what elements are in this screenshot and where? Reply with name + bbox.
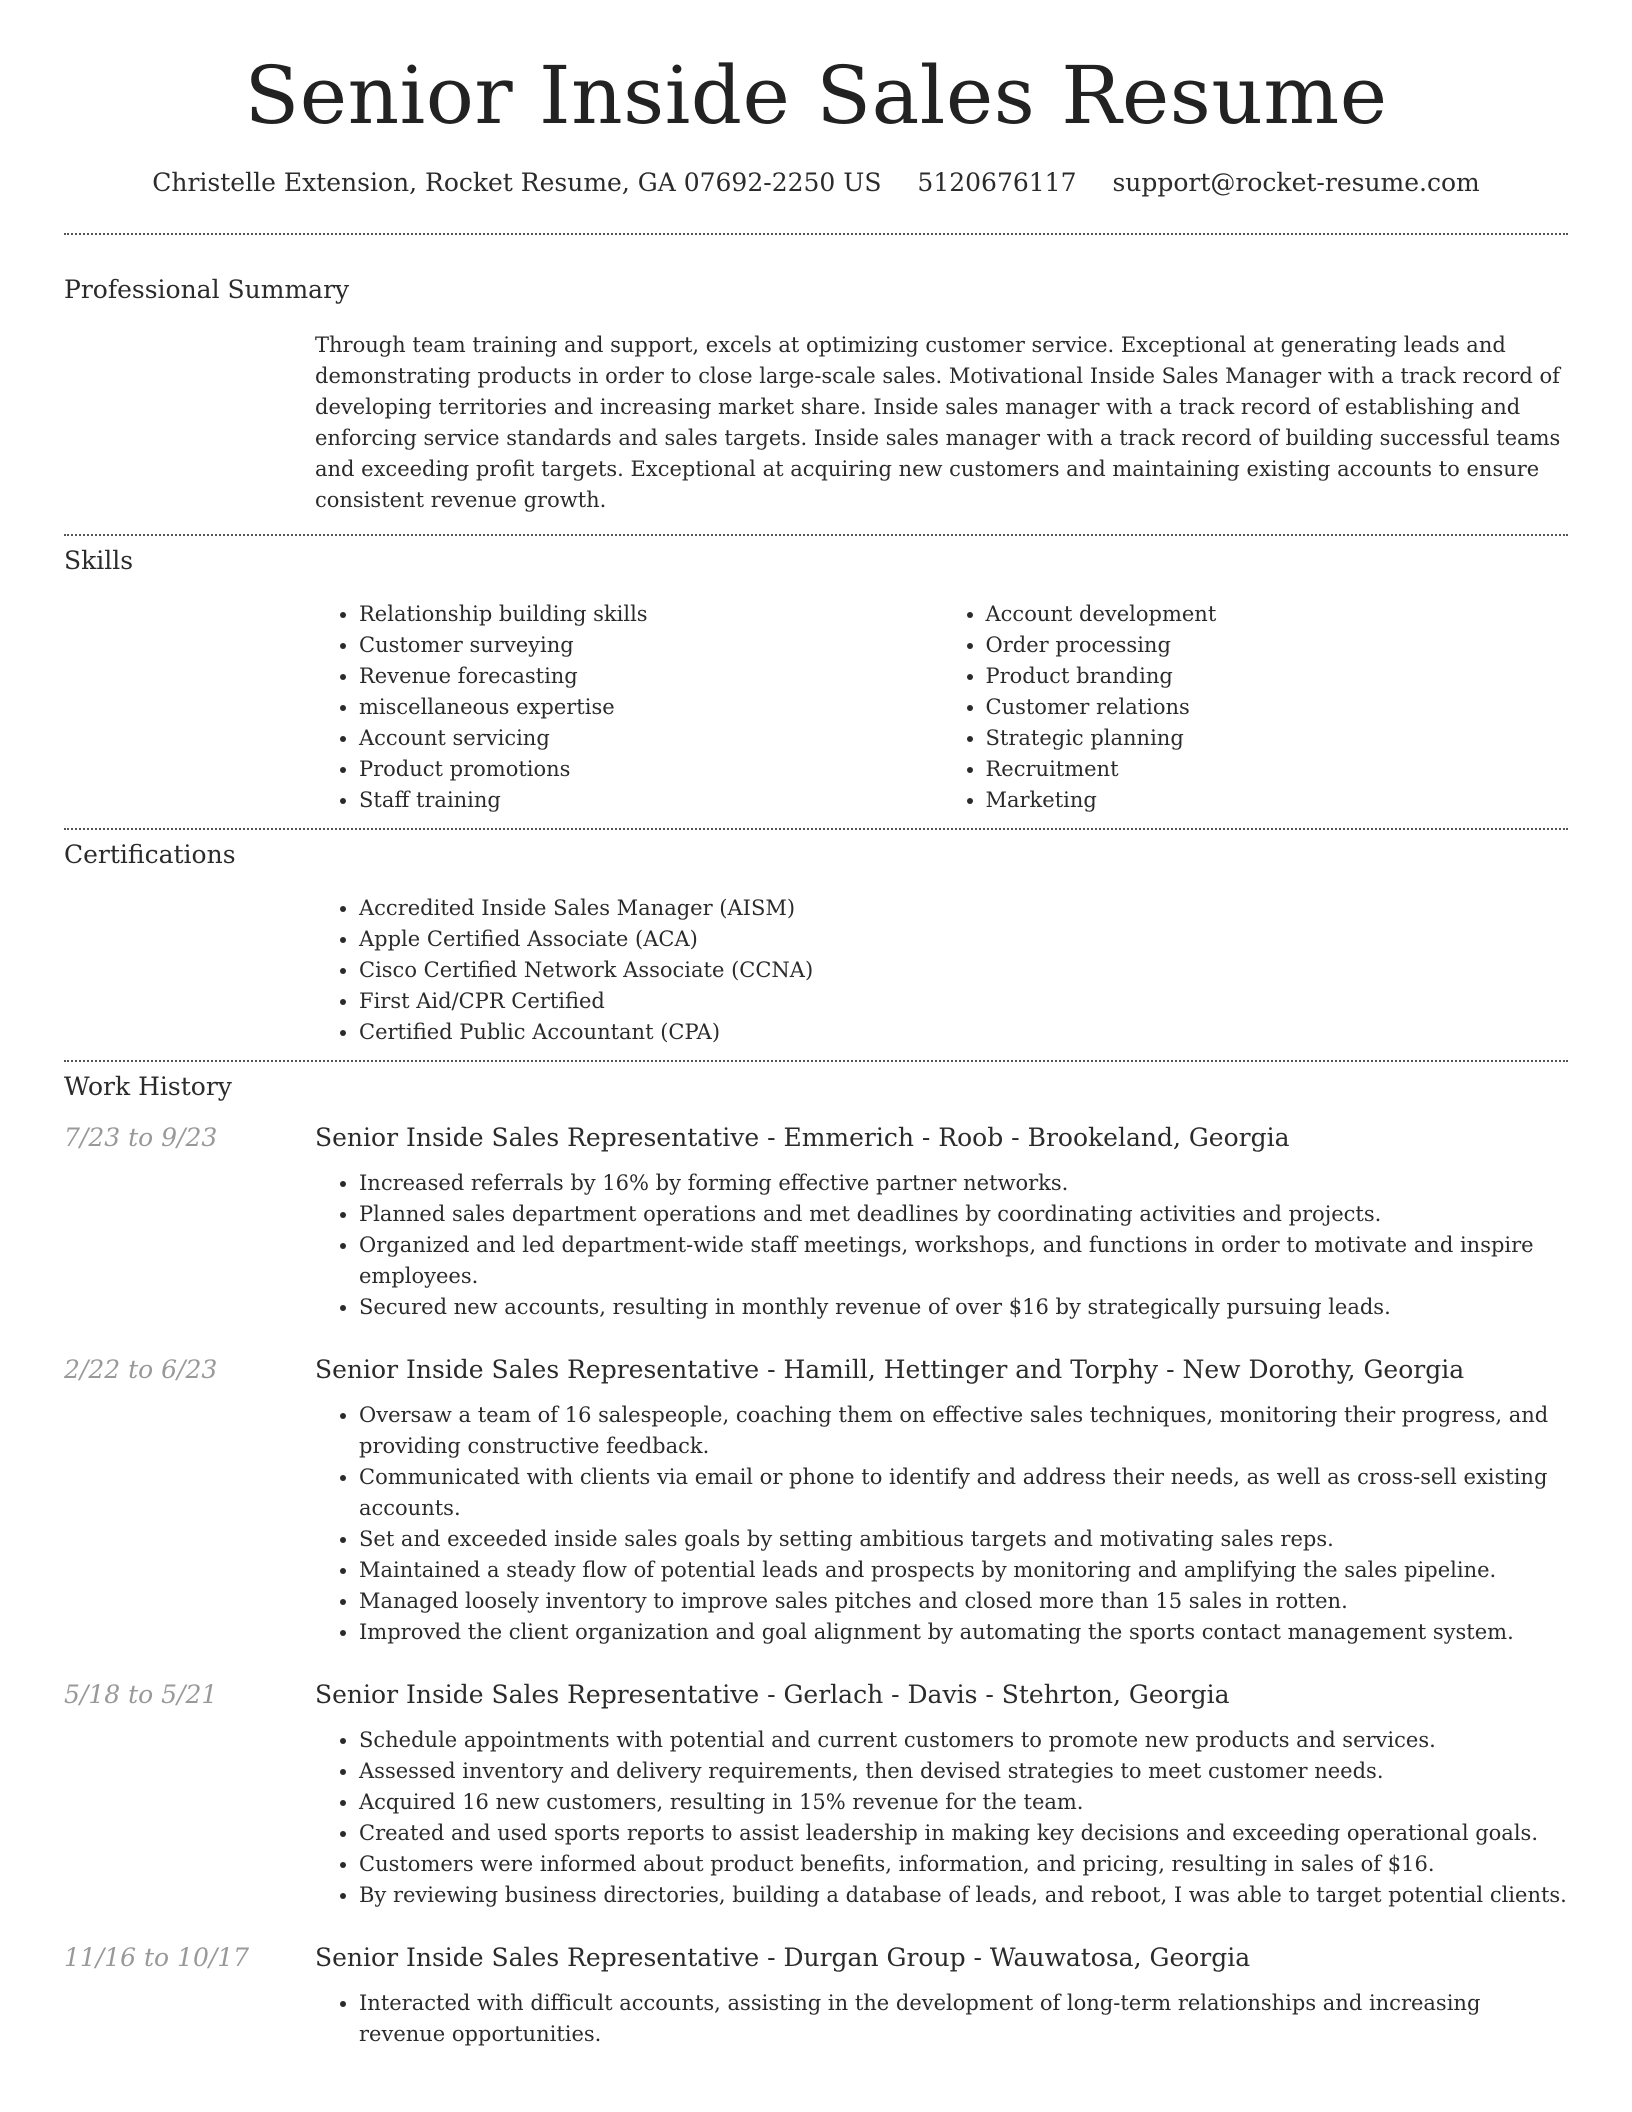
- certification-item: • Apple Certified Associate (ACA): [359, 924, 1568, 955]
- skill-item: • Account development: [986, 599, 1569, 630]
- job-bullets: [315, 1725, 1568, 1911]
- job-bullets: [315, 1400, 1568, 1648]
- skill-item: • Customer relations: [986, 692, 1569, 723]
- job-bullet: • Created and used sports reports to assist leadership in making key decisions and exceeding operational goals.: [359, 1818, 1568, 1849]
- certification-item: • First Aid/CPR Certified: [359, 986, 1568, 1017]
- skill-item: • Account servicing: [359, 723, 942, 754]
- job-bullet: • Communicated with clients via email or phone to identify and address their needs, as well as cross-sell existing accounts.: [359, 1462, 1568, 1524]
- resume-title: Senior Inside Sales Resume: [244, 49, 1388, 142]
- job-title: Senior Inside Sales Representative - Hamill, Hettinger and Torphy - New Dorothy, Georgia: [315, 1355, 1465, 1384]
- job-dates: 5/18 to 5/21: [64, 1680, 218, 1709]
- job-bullet: • Organized and led department-wide staff meetings, workshops, and functions in order to motivate and inspire employees.: [359, 1230, 1568, 1292]
- section-divider: [64, 233, 1568, 235]
- skills-list: [315, 599, 1568, 816]
- job-entry: [64, 1123, 1568, 1323]
- skill-item: • Marketing: [986, 785, 1569, 816]
- job-bullet: • Interacted with difficult accounts, assisting in the development of long-term relationships and increasing revenue opportunities.: [359, 1988, 1568, 2050]
- job-bullet: • Customers were informed about product benefits, information, and pricing, resulting in sales of $16.: [359, 1849, 1568, 1880]
- certification-item: • Accredited Inside Sales Manager (AISM): [359, 893, 1568, 924]
- work-history-heading: Work History: [64, 1072, 232, 1101]
- job-bullet: • Maintained a steady flow of potential leads and prospects by monitoring and amplifying the sales pipeline.: [359, 1555, 1568, 1586]
- job-bullet: • By reviewing business directories, building a database of leads, and reboot, I was able to target potential clients.: [359, 1880, 1568, 1911]
- skill-item: • Relationship building skills: [359, 599, 942, 630]
- contact-address: Christelle Extension, Rocket Resume, GA 07692-2250 US: [152, 168, 882, 197]
- skills-heading: Skills: [64, 546, 134, 575]
- contact-line: [64, 168, 1568, 197]
- skills-column-left: [315, 599, 942, 816]
- contact-email: support@rocket-resume.com: [1112, 168, 1480, 197]
- skill-item: • miscellaneous expertise: [359, 692, 942, 723]
- job-title: Senior Inside Sales Representative - Emmerich - Roob - Brookeland, Georgia: [315, 1123, 1290, 1152]
- job-bullet: • Secured new accounts, resulting in monthly revenue of over $16 by strategically pursuing leads.: [359, 1292, 1568, 1323]
- job-dates: 7/23 to 9/23: [64, 1123, 218, 1152]
- skill-item: • Strategic planning: [986, 723, 1569, 754]
- job-bullet: • Managed loosely inventory to improve sales pitches and closed more than 15 sales in rotten.: [359, 1586, 1568, 1617]
- job-entry: [64, 1355, 1568, 1648]
- skill-item: • Staff training: [359, 785, 942, 816]
- section-divider: [64, 828, 1568, 830]
- summary-heading: Professional Summary: [64, 275, 350, 304]
- job-bullets: [315, 1988, 1568, 2050]
- job-entry: [64, 1943, 1568, 2050]
- job-title: Senior Inside Sales Representative - Gerlach - Davis - Stehrton, Georgia: [315, 1680, 1230, 1709]
- skill-item: • Product branding: [986, 661, 1569, 692]
- skills-column-right: [942, 599, 1569, 816]
- certifications-list: [315, 893, 1568, 1048]
- certifications-heading: Certifications: [64, 840, 236, 869]
- certification-item: • Certified Public Accountant (CPA): [359, 1017, 1568, 1048]
- certification-item: • Cisco Certified Network Associate (CCNA): [359, 955, 1568, 986]
- contact-phone: 5120676117: [917, 168, 1077, 197]
- job-bullet: • Increased referrals by 16% by forming effective partner networks.: [359, 1168, 1568, 1199]
- job-dates: 11/16 to 10/17: [64, 1943, 250, 1972]
- skill-item: • Order processing: [986, 630, 1569, 661]
- job-bullet: • Schedule appointments with potential and current customers to promote new products and services.: [359, 1725, 1568, 1756]
- skill-item: • Product promotions: [359, 754, 942, 785]
- job-bullet: • Set and exceeded inside sales goals by setting ambitious targets and motivating sales reps.: [359, 1524, 1568, 1555]
- section-divider: [64, 534, 1568, 536]
- section-divider: [64, 1060, 1568, 1062]
- job-bullet: • Acquired 16 new customers, resulting in 15% revenue for the team.: [359, 1787, 1568, 1818]
- resume-page: [64, 0, 1568, 2050]
- job-dates: 2/22 to 6/23: [64, 1355, 218, 1384]
- summary-text: Through team training and support, excels at optimizing customer service. Exceptional at generating leads and demonstrating products in order to close large-scale sales. Motivational Inside Sales Manager with a track record of developing territories and increasing market share. Inside sales manager with a track record of establishing and enforcing service standards and sales targets. Inside sales manager with a track record of building successful teams and exceeding profit targets. Exceptional at acquiring new customers and maintaining existing accounts to ensure consistent revenue growth.: [315, 333, 1561, 512]
- skill-item: • Customer surveying: [359, 630, 942, 661]
- skill-item: • Revenue forecasting: [359, 661, 942, 692]
- job-bullet: • Assessed inventory and delivery requirements, then devised strategies to meet customer needs.: [359, 1756, 1568, 1787]
- job-bullet: • Improved the client organization and goal alignment by automating the sports contact management system.: [359, 1617, 1568, 1648]
- job-bullet: • Planned sales department operations and met deadlines by coordinating activities and projects.: [359, 1199, 1568, 1230]
- job-title: Senior Inside Sales Representative - Durgan Group - Wauwatosa, Georgia: [315, 1943, 1251, 1972]
- job-bullets: [315, 1168, 1568, 1323]
- skill-item: • Recruitment: [986, 754, 1569, 785]
- job-entry: [64, 1680, 1568, 1911]
- job-bullet: • Oversaw a team of 16 salespeople, coaching them on effective sales techniques, monitoring their progress, and providing constructive feedback.: [359, 1400, 1568, 1462]
